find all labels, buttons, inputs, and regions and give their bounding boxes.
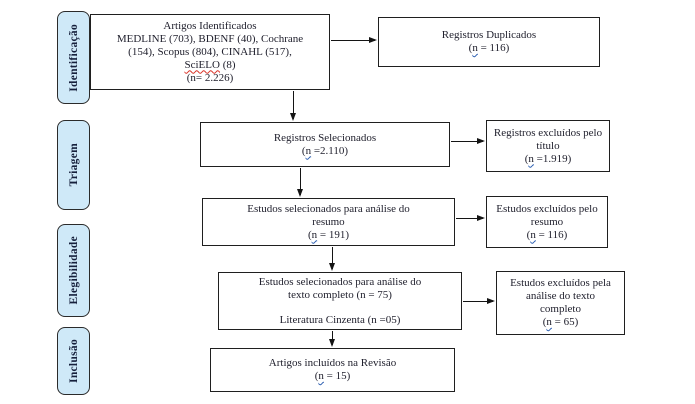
arrow-identified-to-selected bbox=[293, 91, 294, 119]
scielo-misspelled-word: SciELO bbox=[184, 58, 220, 71]
box-identified-line: MEDLINE (703), BDENF (40), Cochrane bbox=[116, 32, 304, 45]
box-fulltext-line: Estudos selecionados para análise do bbox=[258, 275, 422, 288]
box-abstract-count: (n = 191) bbox=[307, 228, 350, 241]
box-identified-line: Artigos Identificados bbox=[163, 19, 257, 32]
box-abstract-line: resumo bbox=[312, 215, 345, 228]
arrow-abstract-to-full-text bbox=[332, 247, 333, 269]
stage-identification-label: Identificação bbox=[67, 23, 80, 92]
box-included-count: (n = 15) bbox=[314, 370, 351, 382]
box-excluded-by-full-text bbox=[496, 271, 625, 335]
stage-eligibility-label: Elegibilidade bbox=[67, 236, 80, 305]
box-abstract-review bbox=[202, 198, 455, 246]
grammar-underlined-n: n bbox=[530, 228, 536, 241]
grammar-underlined-n: n bbox=[318, 370, 324, 382]
stage-eligibility bbox=[57, 224, 90, 317]
box-excluded-abstract-line: Estudos excluídos pelo bbox=[496, 202, 598, 215]
box-fulltext-gray-literature: Literatura Cinzenta (n =05) bbox=[279, 313, 401, 326]
grammar-underlined-n: n bbox=[546, 316, 552, 328]
box-excluded-fulltext-line: completo bbox=[540, 303, 581, 315]
stage-inclusion bbox=[57, 327, 90, 395]
box-fulltext-line: texto completo (n = 75) bbox=[288, 288, 392, 301]
arrow-abstract-to-excluded-abstract bbox=[456, 218, 483, 219]
box-excluded-title-line: título bbox=[536, 139, 560, 152]
box-duplicates-count: (n = 116) bbox=[468, 42, 510, 54]
box-excluded-abstract-count: (n = 116) bbox=[526, 228, 568, 241]
arrow-full-text-to-excluded-full-text bbox=[463, 301, 493, 302]
grammar-underlined-n: n bbox=[305, 144, 312, 157]
box-selected-records bbox=[200, 122, 450, 167]
grammar-underlined-n: n bbox=[528, 152, 534, 165]
box-excluded-fulltext-line: análise do texto bbox=[525, 290, 596, 302]
box-excluded-fulltext-count: (n = 65) bbox=[542, 316, 579, 328]
box-selected-title: Registros Selecionados bbox=[273, 131, 377, 144]
grammar-underlined-n: n bbox=[311, 228, 318, 241]
arrow-selected-to-excluded-title bbox=[451, 141, 483, 142]
arrow-selected-to-abstract bbox=[300, 168, 301, 195]
stage-screening bbox=[57, 120, 90, 210]
box-duplicates-title: Registros Duplicados bbox=[441, 29, 537, 41]
box-identified-articles bbox=[90, 14, 330, 90]
box-excluded-by-abstract bbox=[486, 196, 608, 248]
box-excluded-by-title bbox=[486, 120, 610, 172]
box-excluded-title-count: (n =1.919) bbox=[524, 152, 572, 165]
box-full-text-review bbox=[218, 272, 462, 330]
box-excluded-title-line: Registros excluídos pelo bbox=[493, 126, 603, 139]
stage-screening-label: Triagem bbox=[67, 143, 80, 187]
arrow-identified-to-duplicates bbox=[331, 40, 375, 41]
box-excluded-abstract-line: resumo bbox=[530, 215, 564, 228]
grammar-underlined-n: n bbox=[472, 42, 478, 54]
stage-identification bbox=[57, 11, 90, 104]
box-duplicates bbox=[378, 17, 600, 67]
box-identified-scielo-line bbox=[184, 59, 235, 72]
box-selected-count: (n =2.110) bbox=[301, 144, 349, 157]
stage-inclusion-label: Inclusão bbox=[67, 339, 80, 383]
box-included-articles bbox=[210, 348, 455, 392]
box-excluded-fulltext-line: Estudos excluídos pela bbox=[510, 277, 611, 289]
scielo-rest: (8) bbox=[219, 58, 236, 71]
arrow-full-text-to-included bbox=[332, 331, 333, 345]
box-identified-line: (154), Scopus (804), CINAHL (517), bbox=[128, 45, 292, 58]
box-identified-count: (n= 2.226) bbox=[186, 71, 234, 84]
box-included-title: Artigos incluídos na Revisão bbox=[268, 357, 397, 369]
box-abstract-line: Estudos selecionados para análise do bbox=[247, 202, 410, 215]
